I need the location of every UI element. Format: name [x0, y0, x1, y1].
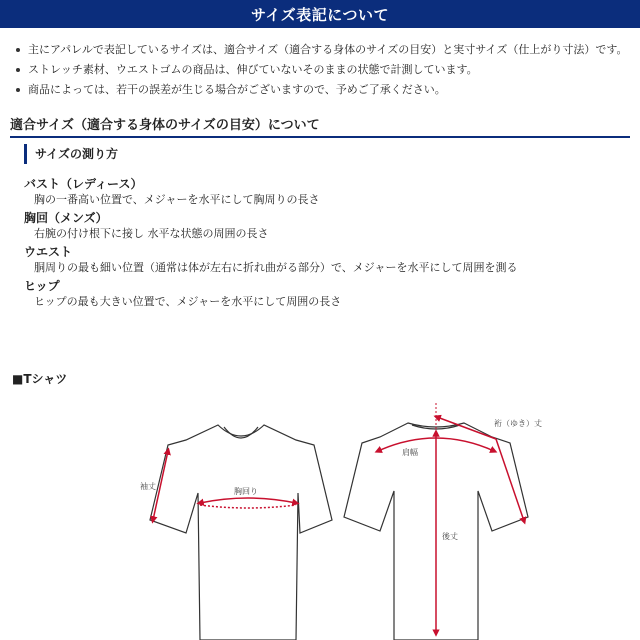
measurement-desc: 胴周りの最も細い位置（通常は体が左右に折れ曲がる部分）で、メジャーを水平にして周囲を測る	[34, 261, 518, 274]
back-length-label: 後丈	[442, 532, 458, 541]
tshirt-size-diagram	[0, 395, 640, 640]
page-title: サイズ表記について	[250, 5, 389, 24]
shoulder-width-label: 肩幅	[402, 448, 418, 457]
note-item: 商品によっては、若干の誤差が生じる場合がございますので、予めご了承ください。	[10, 80, 635, 100]
note-item: 主にアパレルで表記しているサイズは、適合サイズ（適合する身体のサイズの目安）と実寸サイズ（仕上がり寸法）です。	[10, 40, 635, 60]
subsection-heading: サイズの測り方	[24, 144, 118, 164]
yuki-length-label: 裄（ゆき）丈	[494, 419, 542, 428]
measurement-label: ヒップ	[24, 279, 60, 293]
tshirt-front-outline	[150, 425, 332, 640]
measurement-desc: ヒップの最も大きい位置で、メジャーを水平にして周囲の長さ	[34, 295, 342, 308]
note-item: ストレッチ素材、ウエストゴムの商品は、伸びていないそのままの状態で計測しています。	[10, 60, 635, 80]
measurement-label: ウエスト	[24, 245, 73, 259]
sleeve-length-label: 袖丈	[140, 482, 156, 491]
measurement-label: 胸回（メンズ）	[24, 211, 108, 225]
measurement-desc: 胸の一番高い位置で、メジャーを水平にして胸周りの長さ	[34, 193, 320, 206]
measurement-bust	[24, 176, 624, 208]
chest-label: 胸回り	[234, 487, 258, 496]
measurement-waist	[24, 244, 624, 276]
page-title-banner	[0, 0, 640, 28]
measurement-list	[24, 176, 624, 312]
section-heading: 適合サイズ（適合する身体のサイズの目安）について	[10, 114, 630, 138]
garment-heading: ■Tシャツ	[12, 372, 68, 386]
measurement-label: バスト（レディース）	[24, 177, 143, 191]
notes-list	[10, 40, 635, 100]
measurement-hip	[24, 278, 624, 310]
measurement-chest	[24, 210, 624, 242]
measurement-desc: 右腕の付け根下に接し 水平な状態の周囲の長さ	[34, 227, 269, 240]
